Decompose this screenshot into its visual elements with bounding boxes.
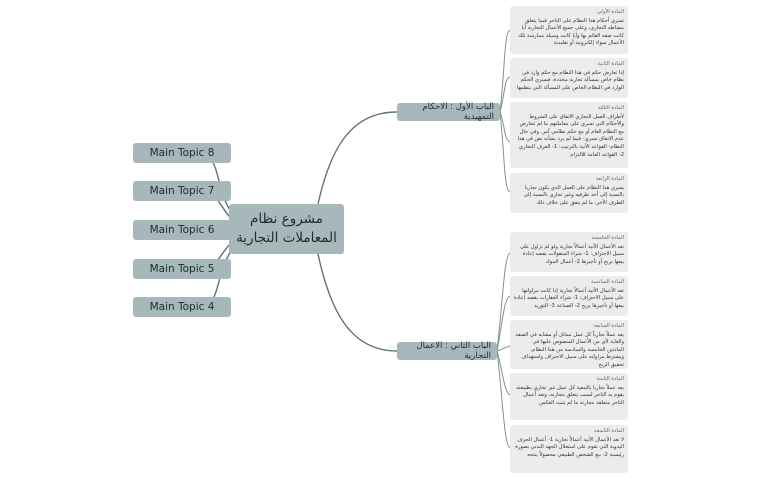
connector-branch1-leaf1 (500, 30, 510, 112)
leaf-title: المادة الثامنة (596, 376, 624, 382)
branch-part-one[interactable]: الباب الأول : الاحكام التمهيدية (397, 103, 500, 121)
leaf-title: المادة الرابعة (595, 176, 624, 182)
leaf-article-9[interactable] (510, 425, 628, 473)
main-topic-5[interactable]: Main Topic 5 (133, 259, 231, 279)
connector-branch2-leaf5 (497, 351, 510, 448)
leaf-title: المادة السابعة (593, 323, 624, 329)
leaf-text: لا تعد الأعمال الآتية أعمالاً تجارية 1- أعمال الحرف اليدوية التي تقوم على استغلال الجهد البدني بصورة رئيسية 2- بيع الشخص الطبيعي محصولاً ينتجه (515, 436, 624, 458)
leaf-text: إذا تعارض حكم في هذا النظام مع حكم وارد في نظام خاص بمسألة تجارية محددة، فيسري الحكم الوارد في النظام الخاص على المسألة التي ينظمها (516, 69, 624, 91)
leaf-text: لأطراف العمل التجاري الاتفاق على الشروط والأحكام التي تسري على معاملتهم ما لم تتعارض مع النظام العام أو مع حكم نظامي آمر، وفي حال عدم الاتفاق تسري- فيما لم يرد بشأنه نص في هذا النظام- القواعد الآتية بالترتيب: 1- العرف التجاري 2- القواعد العامة للالتزام (517, 113, 624, 158)
leaf-title: المادة السادسة (591, 279, 624, 285)
connector-branch1-leaf4 (500, 112, 510, 192)
leaf-title: المادة الثالثة (597, 105, 624, 111)
leaf-text: يسري هذا النظام على العمل الذي يكون تجاريا بالنسبة إلى أحد طرفيه وغير تجاري بالنسبة إلى الطرف الآخر، ما لم يتفق على خلاف ذلك (523, 184, 624, 206)
leaf-article-7[interactable] (510, 320, 628, 369)
leaf-article-6[interactable] (510, 276, 628, 316)
branch-part-two[interactable]: الباب الثاني : الاعمال التجارية (397, 342, 497, 360)
leaf-article-1[interactable] (510, 6, 628, 54)
leaf-text: تعد الأعمال الآتية أعمالاً تجارية إذا كانت مزاولتها على سبيل الاحتراف: 1- شراء العقارات بقصد إعادة بيعها أو تأجيرها بربح 2- الصناعة 3- التوريد (514, 287, 624, 309)
connector-central-branch2 (318, 254, 397, 351)
leaf-title: المادة الأولى (596, 9, 624, 15)
central-topic[interactable]: مشروع نظام المعاملات التجارية (229, 204, 344, 254)
main-topic-8[interactable]: Main Topic 8 (133, 143, 231, 163)
leaf-article-2[interactable] (510, 58, 628, 98)
main-topic-4[interactable]: Main Topic 4 (133, 297, 231, 317)
leaf-article-3[interactable] (510, 102, 628, 168)
leaf-article-5[interactable] (510, 232, 628, 272)
connector-branch2-leaf1 (497, 253, 510, 351)
leaf-title: المادة الخامسة (591, 235, 624, 241)
leaf-text: يعد عملاً تجارياً كل عمل مماثل أو مشابه في الصفة والغاية لأي من الأعمال المنصوص عليها في المادتين الخامسة والسادسة من هذا النظام، ويشترط مزاولته على سبيل الاحتراف واستهداف تحقيق الربح (515, 331, 624, 368)
leaf-title: المادة التاسعة (593, 428, 624, 434)
leaf-text: تسري أحكام هذا النظام على التاجر فيما يتعلق بنشاطه التجاري، وعلى جميع الأعمال التجارية أيا كانت صفة القائم بها وأيا كانت وسيلة ممارسة تلك الأعمال سواء إلكترونية أو تقليدية (517, 17, 624, 47)
main-topic-6[interactable]: Main Topic 6 (133, 220, 231, 240)
leaf-text: يعد عملاً تجاريا بالتبعية كل عمل غير تجاري بطبيعته يقوم به التاجر لسبب يتعلق بتجارته، وتعد أعمال التاجر متعلقة بتجارته ما لم يثبت العكس (516, 384, 624, 406)
connector-branch2-leaf3 (497, 346, 510, 351)
leaf-article-8[interactable] (510, 373, 628, 420)
leaf-article-4[interactable] (510, 173, 628, 213)
connector-branch2-leaf2 (497, 296, 510, 351)
leaf-title: المادة الثانية (597, 61, 624, 67)
main-topic-7[interactable]: Main Topic 7 (133, 181, 231, 201)
connector-central-branch1 (318, 112, 397, 204)
leaf-text: تعد الأعمال الآتية أعمالاً تجارية ولو لم تزاول على سبيل الاحتراف: 1- شراء المنقولات بقصد إعادة بيعها بربح أو تأجيرها 2- أعمال البنوك (519, 243, 624, 265)
